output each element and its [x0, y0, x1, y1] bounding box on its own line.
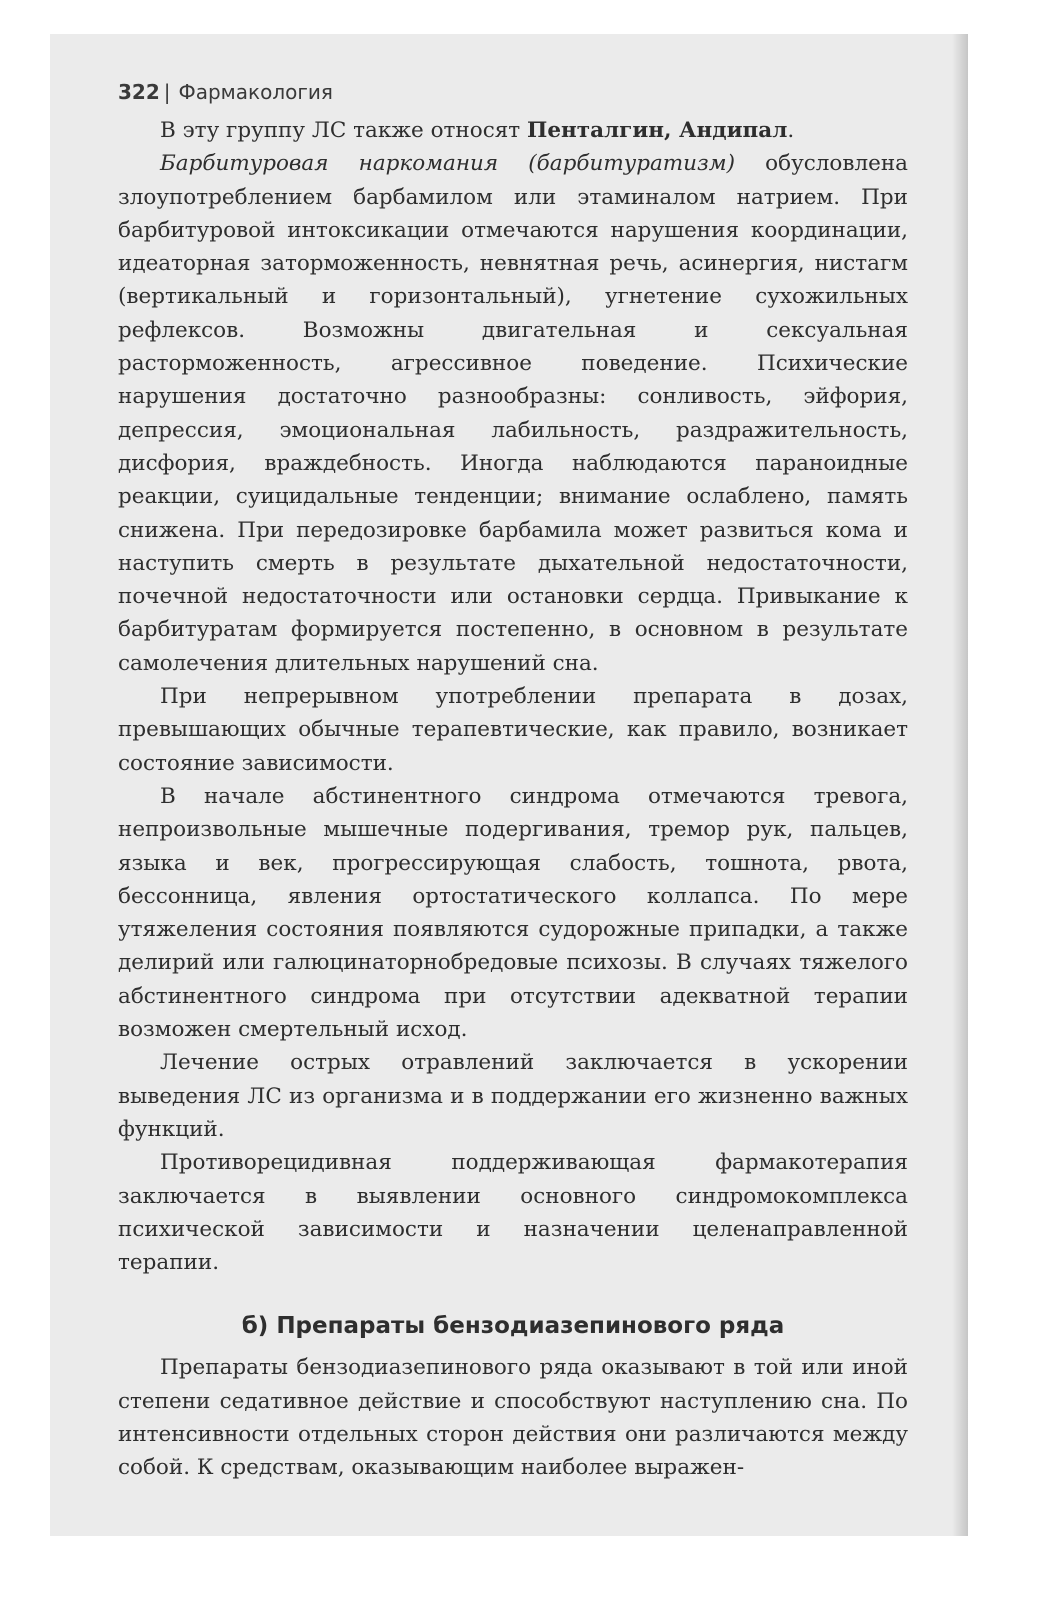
section-paragraph: Препараты бензодиазепинового ряда оказывают в той или иной степени седативное действие и способствуют наступлению сна. По интенсивности отдельных сторон действия они различаются между собой. К средствам, оказывающим наиболее выражен- [118, 1355, 908, 1481]
book-page [118, 74, 908, 1485]
body-text [118, 114, 908, 1279]
paragraph-1-text: В эту группу ЛС также относят [160, 118, 528, 143]
running-header [118, 74, 908, 110]
section-heading: б) Препараты бензодиазепинового ряда [241, 1313, 785, 1340]
paragraph-6: Противорецидивная поддерживающая фармакотерапия заключается в выявлении основного синдромокомплекса психической зависимости и назначении целенаправленной терапии. [118, 1150, 908, 1276]
paragraph-2-text: обусловлена злоупотреблением барбамилом или этаминалом натрием. При барбитуровой интоксикации отмечаются нарушения координации, идеаторная заторможенность, невнятная речь, асинергия, нистагм (вертикальный и горизонтальный), угнетение сухожильных рефлексов. Возможны двигательная и сексуальная расторможенность, агрессивное поведение. Психические нарушения достаточно разнообразны: сонливость, эйфория, депрессия, эмоциональная лабильность, раздражительность, дисфория, враждебность. Иногда наблюдаются параноидные реакции, суицидальные тенденции; внимание ослаблено, память снижена. При передозировке барбамила может развиться кома и наступить смерть в результате дыхательной недостаточности, почечной недостаточности или остановки сердца. Привыкание к барбитуратам формируется постепенно, в основном в результате самолечения длительных нарушений сна. [118, 151, 908, 676]
paragraph-3: При непрерывном употреблении препарата в дозах, превышающих обычные терапевтические, как правило, возникает состояние зависимости. [118, 684, 908, 776]
paragraph-1-end: . [787, 118, 795, 143]
paragraph-1 [118, 114, 908, 147]
term-barbiturism: Барбитуровая наркомания (барбитуратизм) [160, 151, 735, 177]
section-title: Фармакология [178, 80, 333, 104]
paragraph-4: В начале абстинентного синдрома отмечаются тревога, непроизвольные мышечные подергивания, тремор рук, пальцев, языка и век, прогрессирующая слабость, тошнота, рвота, бессонница, явления ортостатического коллапса. По мере утяжеления состояния появляются судорожные припадки, а также делирий или галюцинаторнобредовые психозы. В случаях тяжелого абстинентного синдрома при отсутствии адекватной терапии возможен смертельный исход. [118, 783, 908, 1043]
header-separator: | [163, 80, 171, 104]
page-number: 322 [118, 80, 160, 104]
paragraph-2 [118, 147, 908, 680]
book-spine-shadow [952, 34, 968, 1536]
section-body [118, 1351, 908, 1484]
paragraph-5: Лечение острых отравлений заключается в ускорении выведения ЛС из организма и в поддержании его жизненно важных функций. [118, 1050, 908, 1142]
drug-names: Пенталгин, Андипал [527, 118, 788, 143]
scanned-page [50, 34, 968, 1536]
